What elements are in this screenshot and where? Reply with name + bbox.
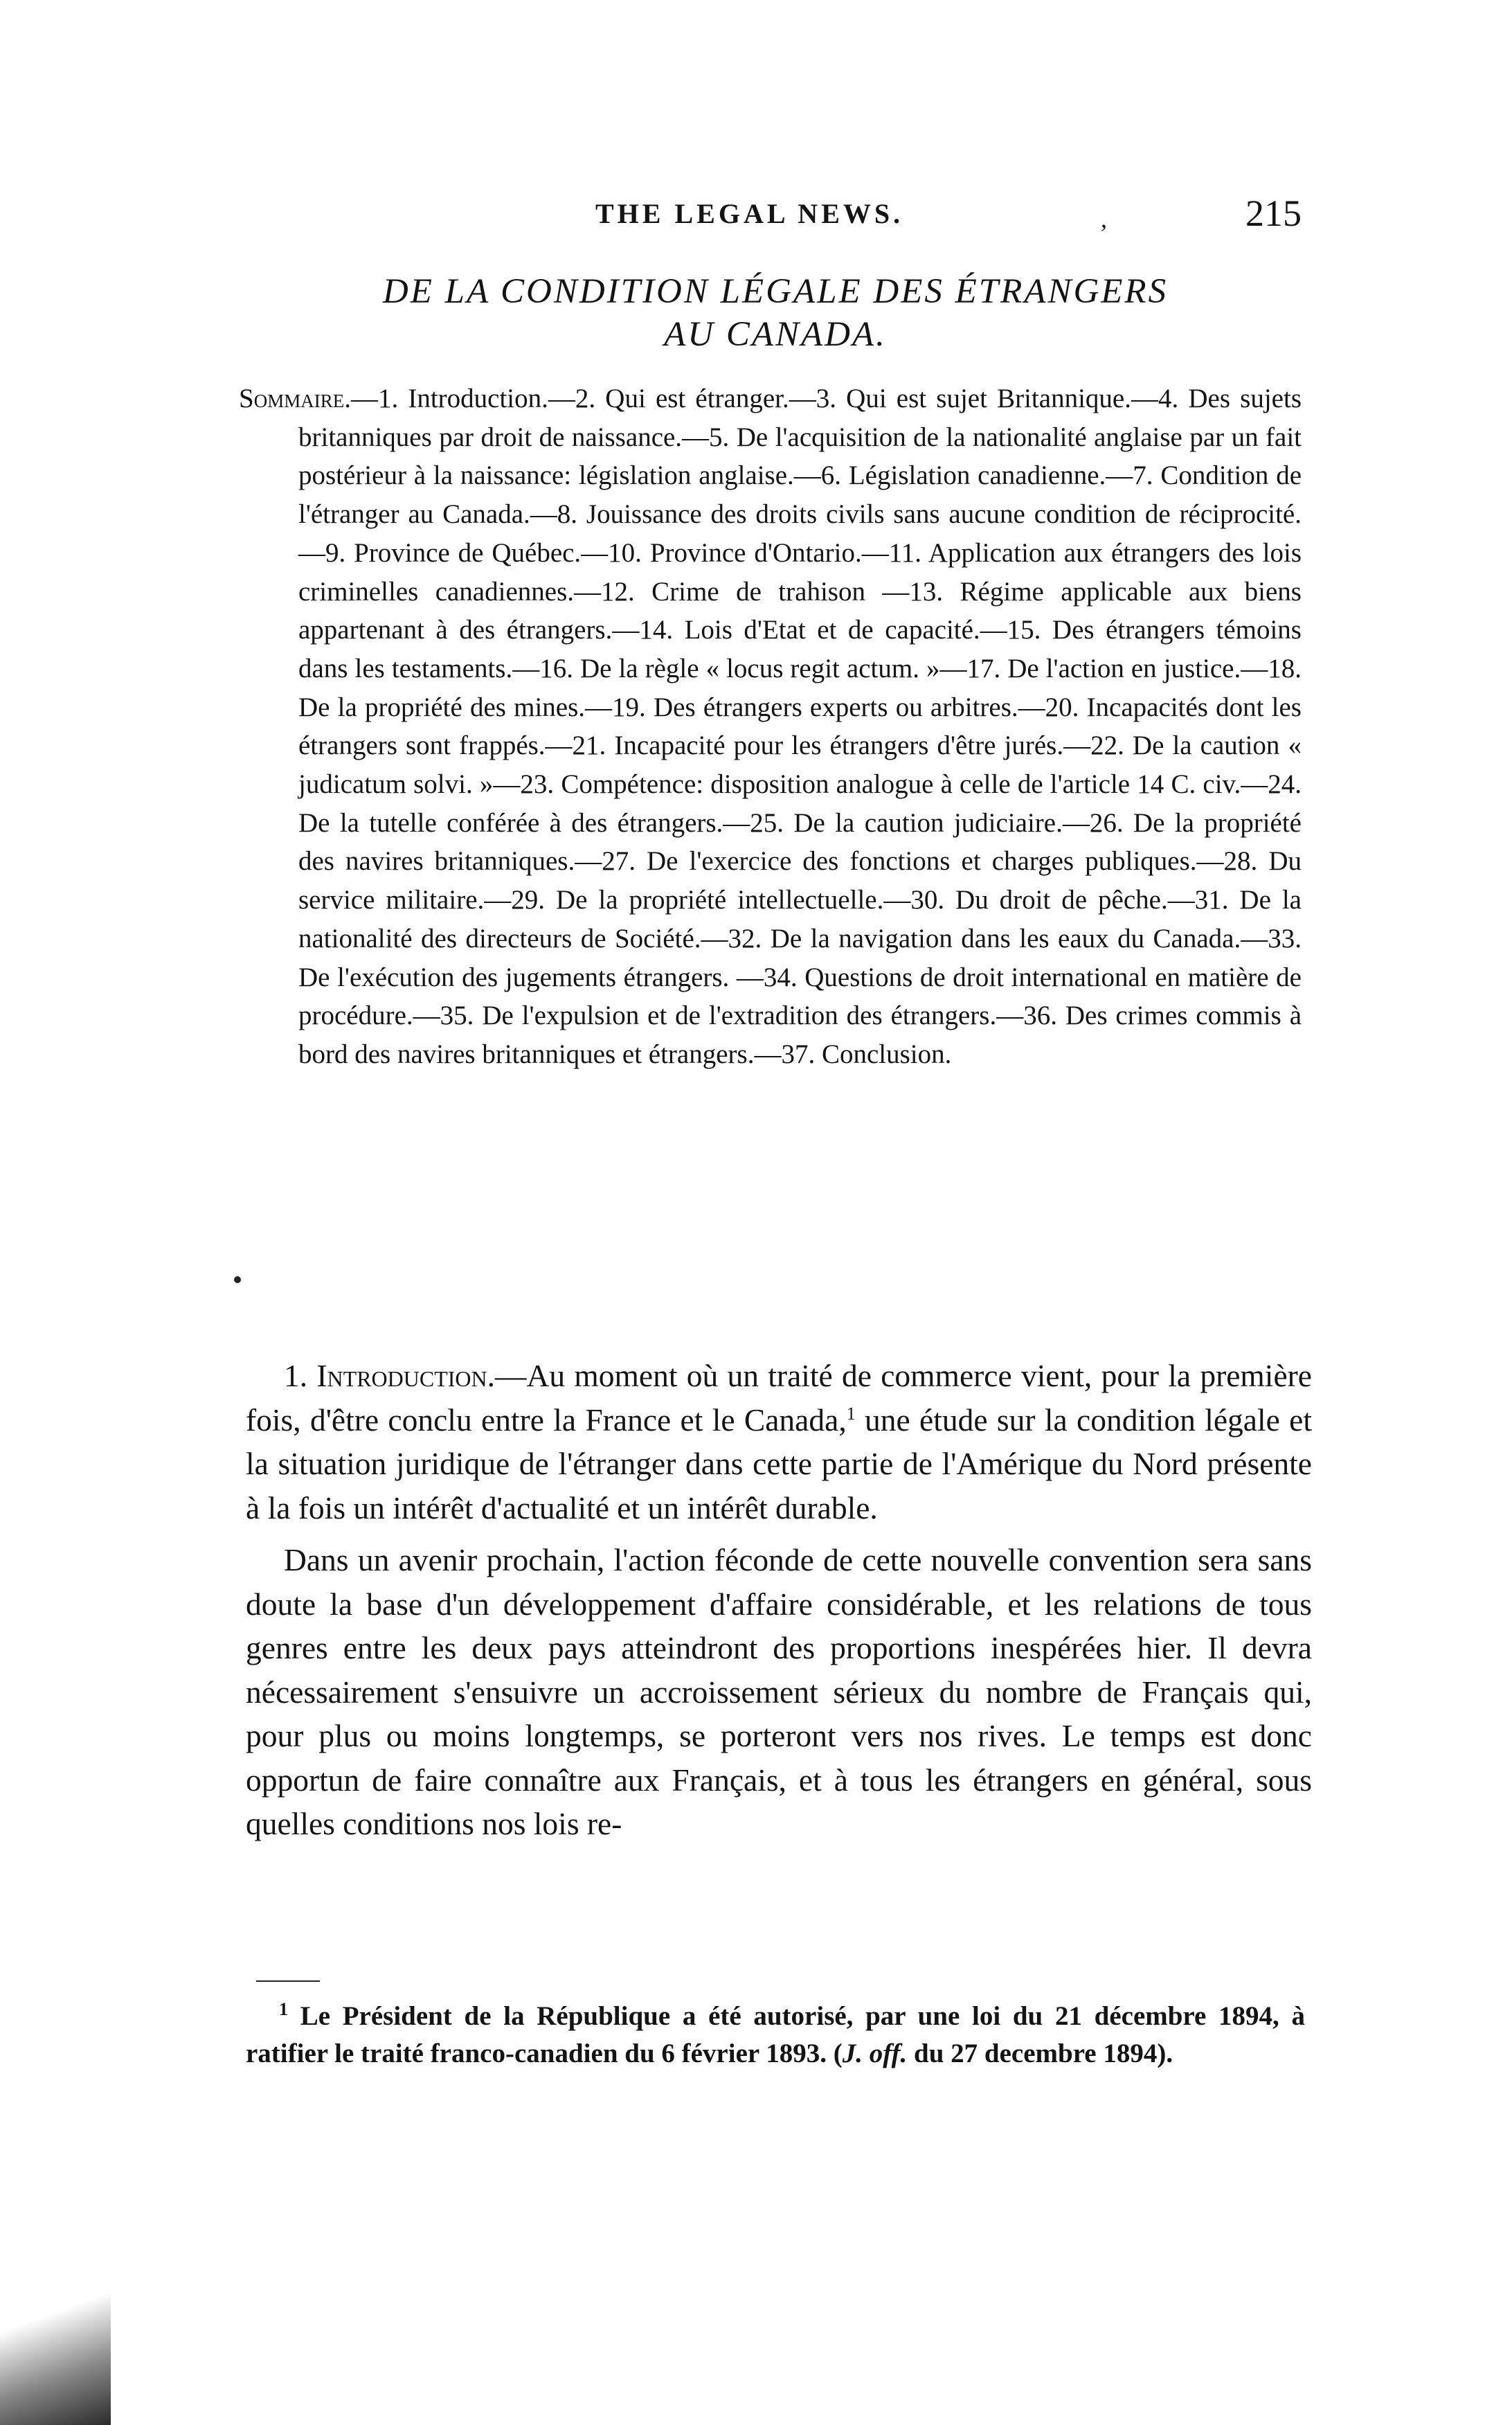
footnote-1 xyxy=(246,1998,1305,2073)
margin-dot xyxy=(234,1276,241,1283)
summary-label: Sommaire xyxy=(239,384,345,413)
footnote-ref[interactable]: 1 xyxy=(846,1403,856,1424)
paragraph-2: Dans un avenir prochain, l'action féconde de cette nouvelle convention sera sans doute la base d'un développement d'affaire considérable, et les relations de tous genres entre les deux pays atteindront des proportions inespérées hier. Il devra nécessairement s'ensuivre un accroissement sérieux du nombre de Français qui, pour plus ou moins longtemps, se porteront vers nos rives. Le temps est donc opportun de faire connaître aux Français, et à tous les étrangers en général, sous quelles conditions nos lois re- xyxy=(246,1542,1312,1841)
article-title-line-1: DE LA CONDITION LÉGALE DES ÉTRANGERS xyxy=(382,272,1169,311)
summary-paragraph xyxy=(239,379,1302,1074)
paragraph-1-text-a: .—Au moment où un traité de commerce vient, pour la première fois, d'être conclu entre la France et le Canada, xyxy=(246,1358,1312,1438)
paragraph-1-text-b: une étude sur la condition légale et la situation juridique de l'étranger dans cette partie de l'Amérique du Nord présente à la fois un intérêt d'actualité et un intérêt durable. xyxy=(246,1402,1312,1525)
summary xyxy=(239,379,1302,1074)
summary-text: .—1. Introduction.—2. Qui est étranger.—3. Qui est sujet Britannique.—4. Des sujets britanniques par droit de naissance.—5. De l'acquisition de la nationalité anglaise par un fait postérieur à la naissance: législation anglaise.—6. Législation canadienne.—7. Condition de l'étranger au Canada.—8. Jouissance des droits civils sans aucune condition de réciprocité.—9. Province de Québec.—10. Province d'Ontario.—11. Application aux étrangers des lois criminelles canadiennes.—12. Crime de trahison —13. Régime applicable aux biens appartenant à des étrangers.—14. Lois d'Etat et de capacité.—15. Des étrangers témoins dans les testaments.—16. De la règle « locus regit actum. »—17. De l'action en justice.—18. De la propriété des mines.—19. Des étrangers experts ou arbitres.—20. Incapacités dont les étrangers sont frappés.—21. Incapacité pour les étrangers d'être jurés.—22. De la caution « judicatum solvi. »—23. Compétence: disposition analogue à celle de l'article 14 C. civ.—24. De la tutelle conférée à des étrangers.—25. De la caution judiciaire.—26. De la propriété des navires britanniques.—27. De l'exercice des fonctions et charges publiques.—28. Du service militaire.—29. De la propriété intellectuelle.—30. Du droit de pêche.—31. De la nationalité des directeurs de Société.—32. De la navigation dans les eaux du Canada.—33. De l'exécution des jugements étrangers. —34. Questions de droit international en matière de procédure.—35. De l'expulsion et de l'extradition des étrangers.—36. Des crimes commis à bord des navires britanniques et étrangers.—37. Conclusion. xyxy=(298,384,1302,1069)
paragraph-heading: Introduction xyxy=(316,1358,487,1393)
paragraph-number: 1. xyxy=(284,1358,308,1393)
paragraph-1 xyxy=(246,1354,1312,1530)
stray-mark: , xyxy=(1101,205,1107,233)
binding-shadow xyxy=(0,2244,111,2425)
footnote-text-b: du 27 decembre 1894). xyxy=(907,2039,1173,2068)
running-head xyxy=(242,193,1302,239)
footnote-journal: J. off. xyxy=(842,2039,908,2068)
footnote-rule xyxy=(256,1980,320,1982)
article-title-line-2: AU CANADA. xyxy=(664,315,887,354)
footnotes xyxy=(246,1998,1305,2073)
running-title: THE LEGAL NEWS. xyxy=(595,198,904,229)
footnote-text-a: Le Président de la République a été autorisé, par une loi du 21 décembre 1894, à ratifier le traité franco-canadien du 6 février 1893. ( xyxy=(246,2001,1305,2068)
body-text xyxy=(246,1354,1312,1854)
page-number: 215 xyxy=(1245,193,1302,234)
footnote-marker: 1 xyxy=(279,1999,288,2019)
article-title xyxy=(249,270,1302,356)
